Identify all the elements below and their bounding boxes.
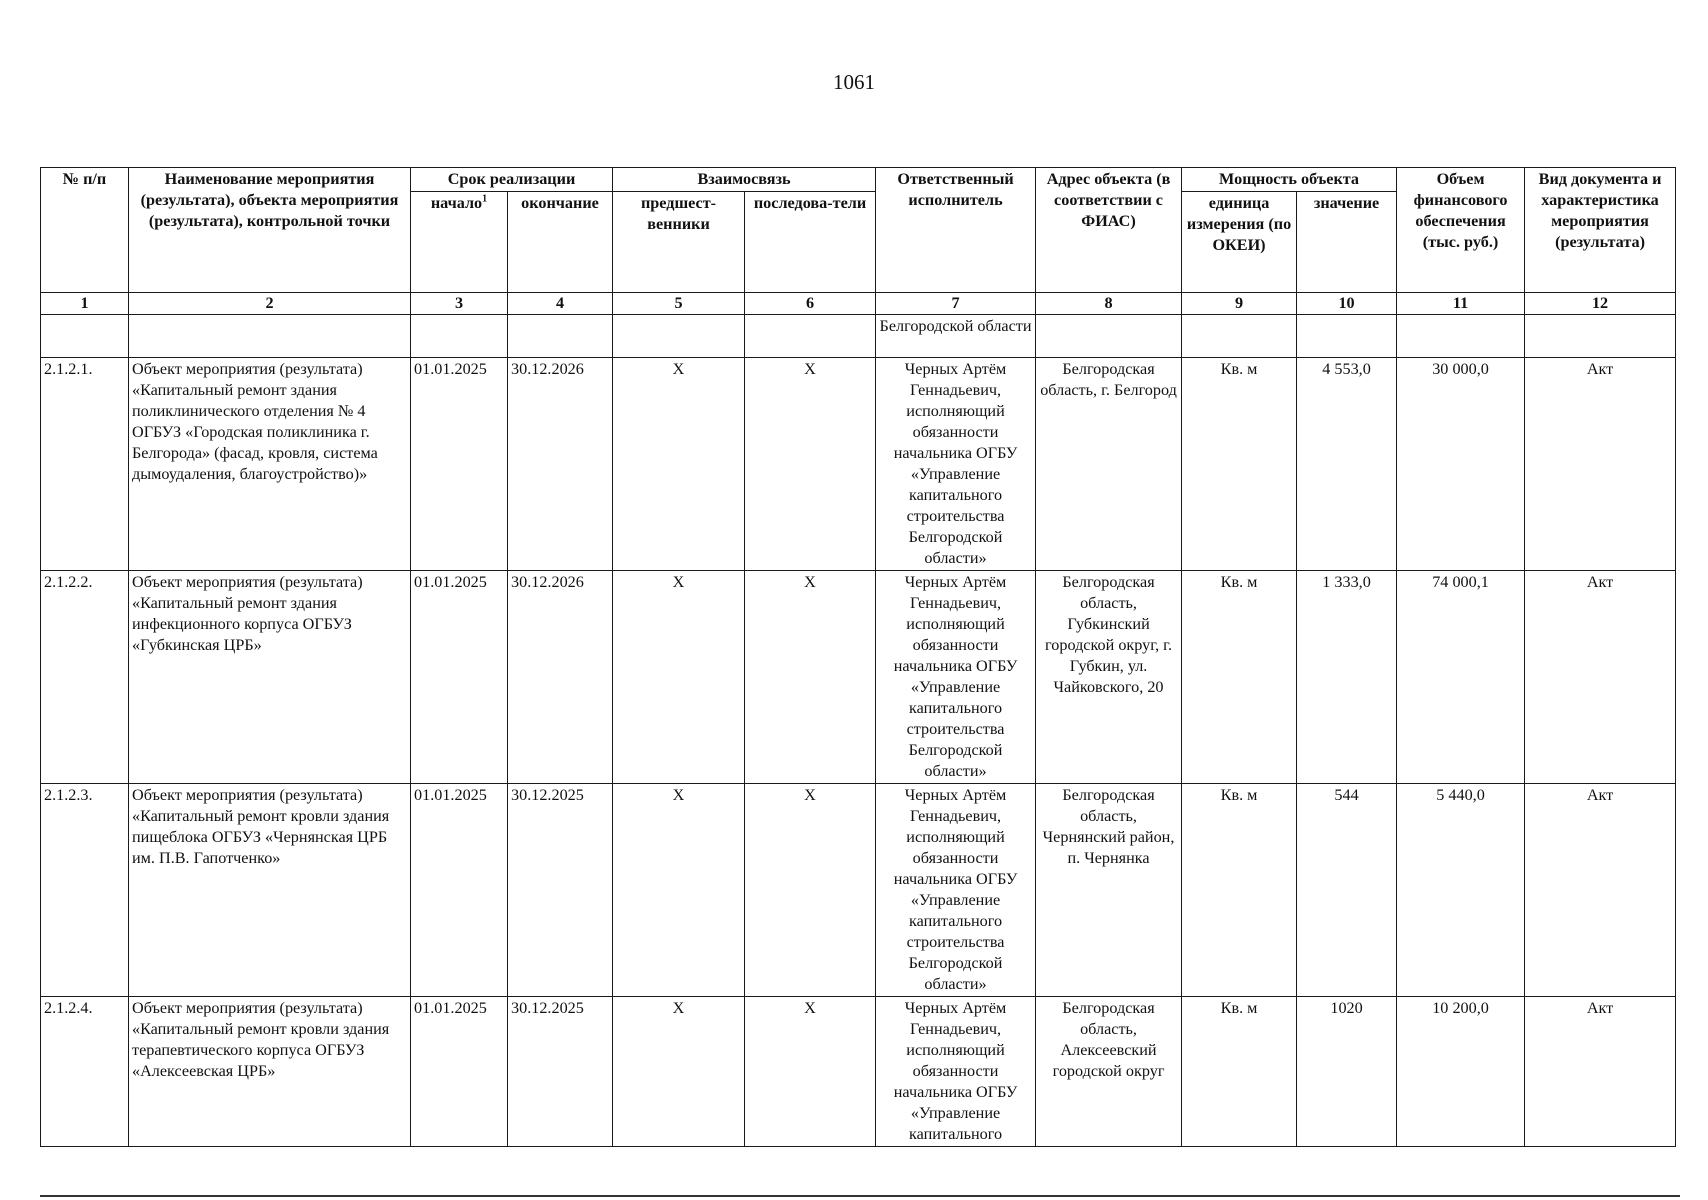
cell-finance: 30 000,0	[1397, 358, 1525, 571]
cell-empty	[41, 315, 129, 358]
column-number: 10	[1297, 293, 1397, 315]
header-term-end: окончание	[508, 192, 613, 293]
cell-address: Белгородская область, Чернянский район, п. Чернянка	[1036, 784, 1182, 997]
cell-start: 01.01.2025	[411, 571, 508, 784]
cell-address: Белгородская область, Губкинский городской округ, г. Губкин, ул. Чайковского, 20	[1036, 571, 1182, 784]
cell-successors: Х	[745, 358, 876, 571]
cell-doc: Акт	[1525, 997, 1676, 1147]
cell-address: Белгородская область, Алексеевский городской округ	[1036, 997, 1182, 1147]
cell-empty	[613, 315, 745, 358]
cell-doc: Акт	[1525, 571, 1676, 784]
plan-table-wrapper	[40, 167, 1670, 1147]
cell-doc: Акт	[1525, 784, 1676, 997]
column-number: 6	[745, 293, 876, 315]
header-successors: последова-тели	[745, 192, 876, 293]
cell-value: 4 553,0	[1297, 358, 1397, 571]
cell-empty	[1397, 315, 1525, 358]
cell-predecessors: Х	[613, 571, 745, 784]
column-number: 3	[411, 293, 508, 315]
column-number: 7	[876, 293, 1036, 315]
cell-successors: Х	[745, 784, 876, 997]
cell-num: 2.1.2.2.	[41, 571, 129, 784]
cell-finance: 5 440,0	[1397, 784, 1525, 997]
cell-empty	[745, 315, 876, 358]
cell-value: 1 333,0	[1297, 571, 1397, 784]
cell-responsible: Черных Артём Геннадьевич, исполняющий обязанности начальника ОГБУ «Управление капитального	[876, 997, 1036, 1147]
column-number: 9	[1182, 293, 1297, 315]
header-capacity-value: значение	[1297, 192, 1397, 293]
cell-name: Объект мероприятия (результата) «Капитальный ремонт здания поликлинического отделения № 4 ОГБУЗ «Городская поликлиника г. Белгорода» (фасад, кровля, система дымоудаления, благоустройство)»	[129, 358, 411, 571]
cell-value: 1020	[1297, 997, 1397, 1147]
cell-empty	[1297, 315, 1397, 358]
table-row	[41, 571, 1676, 784]
page-bottom-rule	[40, 1195, 1680, 1197]
column-number: 12	[1525, 293, 1676, 315]
cell-predecessors: Х	[613, 997, 745, 1147]
cell-end: 30.12.2025	[508, 997, 613, 1147]
cell-finance: 74 000,1	[1397, 571, 1525, 784]
cell-name: Объект мероприятия (результата) «Капитальный ремонт кровли здания пищеблока ОГБУЗ «Чернянская ЦРБ им. П.В. Гапотченко»	[129, 784, 411, 997]
plan-table	[40, 167, 1676, 1147]
cell-start: 01.01.2025	[411, 997, 508, 1147]
cell-unit: Кв. м	[1182, 784, 1297, 997]
header-link: Взаимосвязь	[613, 168, 876, 192]
cell-responsible: Черных Артём Геннадьевич, исполняющий обязанности начальника ОГБУ «Управление капитального строительства Белгородской области»	[876, 571, 1036, 784]
cell-num: 2.1.2.4.	[41, 997, 129, 1147]
cell-empty	[129, 315, 411, 358]
column-number: 4	[508, 293, 613, 315]
header-capacity-unit: единица измерения (по ОКЕИ)	[1182, 192, 1297, 293]
header-predecessors: предшест-венники	[613, 192, 745, 293]
cell-successors: Х	[745, 997, 876, 1147]
cell-value: 544	[1297, 784, 1397, 997]
cell-address: Белгородская область, г. Белгород	[1036, 358, 1182, 571]
cell-unit: Кв. м	[1182, 997, 1297, 1147]
table-row	[41, 358, 1676, 571]
cell-successors: Х	[745, 571, 876, 784]
cell-empty	[508, 315, 613, 358]
footnote-marker: 1	[482, 193, 488, 205]
cell-end: 30.12.2026	[508, 571, 613, 784]
cell-empty	[1036, 315, 1182, 358]
cell-predecessors: Х	[613, 784, 745, 997]
column-number: 2	[129, 293, 411, 315]
cell-empty	[1525, 315, 1676, 358]
page-number: 1061	[833, 70, 875, 94]
cell-start: 01.01.2025	[411, 358, 508, 571]
cell-empty	[1182, 315, 1297, 358]
header-responsible: Ответственный исполнитель	[876, 168, 1036, 293]
column-number: 1	[41, 293, 129, 315]
cell-unit: Кв. м	[1182, 358, 1297, 571]
column-number-row	[41, 293, 1676, 315]
header-term-start	[411, 192, 508, 293]
cell-empty	[411, 315, 508, 358]
cell-doc: Акт	[1525, 358, 1676, 571]
cell-responsible: Черных Артём Геннадьевич, исполняющий обязанности начальника ОГБУ «Управление капитального строительства Белгородской области»	[876, 784, 1036, 997]
cell-predecessors: Х	[613, 358, 745, 571]
header-address: Адрес объекта (в соответствии с ФИАС)	[1036, 168, 1182, 293]
header-term-start-label: начало	[430, 194, 483, 212]
column-number: 5	[613, 293, 745, 315]
cell-end: 30.12.2025	[508, 784, 613, 997]
header-name: Наименование мероприятия (результата), объекта мероприятия (результата), контрольной точки	[129, 168, 411, 293]
column-number: 11	[1397, 293, 1525, 315]
cell-num: 2.1.2.1.	[41, 358, 129, 571]
cell-unit: Кв. м	[1182, 571, 1297, 784]
cell-end: 30.12.2026	[508, 358, 613, 571]
header-term: Срок реализации	[411, 168, 613, 192]
cell-name: Объект мероприятия (результата) «Капитальный ремонт здания инфекционного корпуса ОГБУЗ «Губкинская ЦРБ»	[129, 571, 411, 784]
column-number: 8	[1036, 293, 1182, 315]
header-finance: Объем финансового обеспечения (тыс. руб.)	[1397, 168, 1525, 293]
continuation-row	[41, 315, 1676, 358]
cell-finance: 10 200,0	[1397, 997, 1525, 1147]
header-capacity: Мощность объекта	[1182, 168, 1397, 192]
header-doc: Вид документа и характеристика мероприятия (результата)	[1525, 168, 1676, 293]
table-row	[41, 784, 1676, 997]
cell-start: 01.01.2025	[411, 784, 508, 997]
cell-responsible: Белгородской области	[876, 315, 1036, 358]
cell-responsible: Черных Артём Геннадьевич, исполняющий обязанности начальника ОГБУ «Управление капитального строительства Белгородской области»	[876, 358, 1036, 571]
header-num: № п/п	[41, 168, 129, 293]
table-row	[41, 997, 1676, 1147]
cell-num: 2.1.2.3.	[41, 784, 129, 997]
cell-name: Объект мероприятия (результата) «Капитальный ремонт кровли здания терапевтического корпуса ОГБУЗ «Алексеевская ЦРБ»	[129, 997, 411, 1147]
